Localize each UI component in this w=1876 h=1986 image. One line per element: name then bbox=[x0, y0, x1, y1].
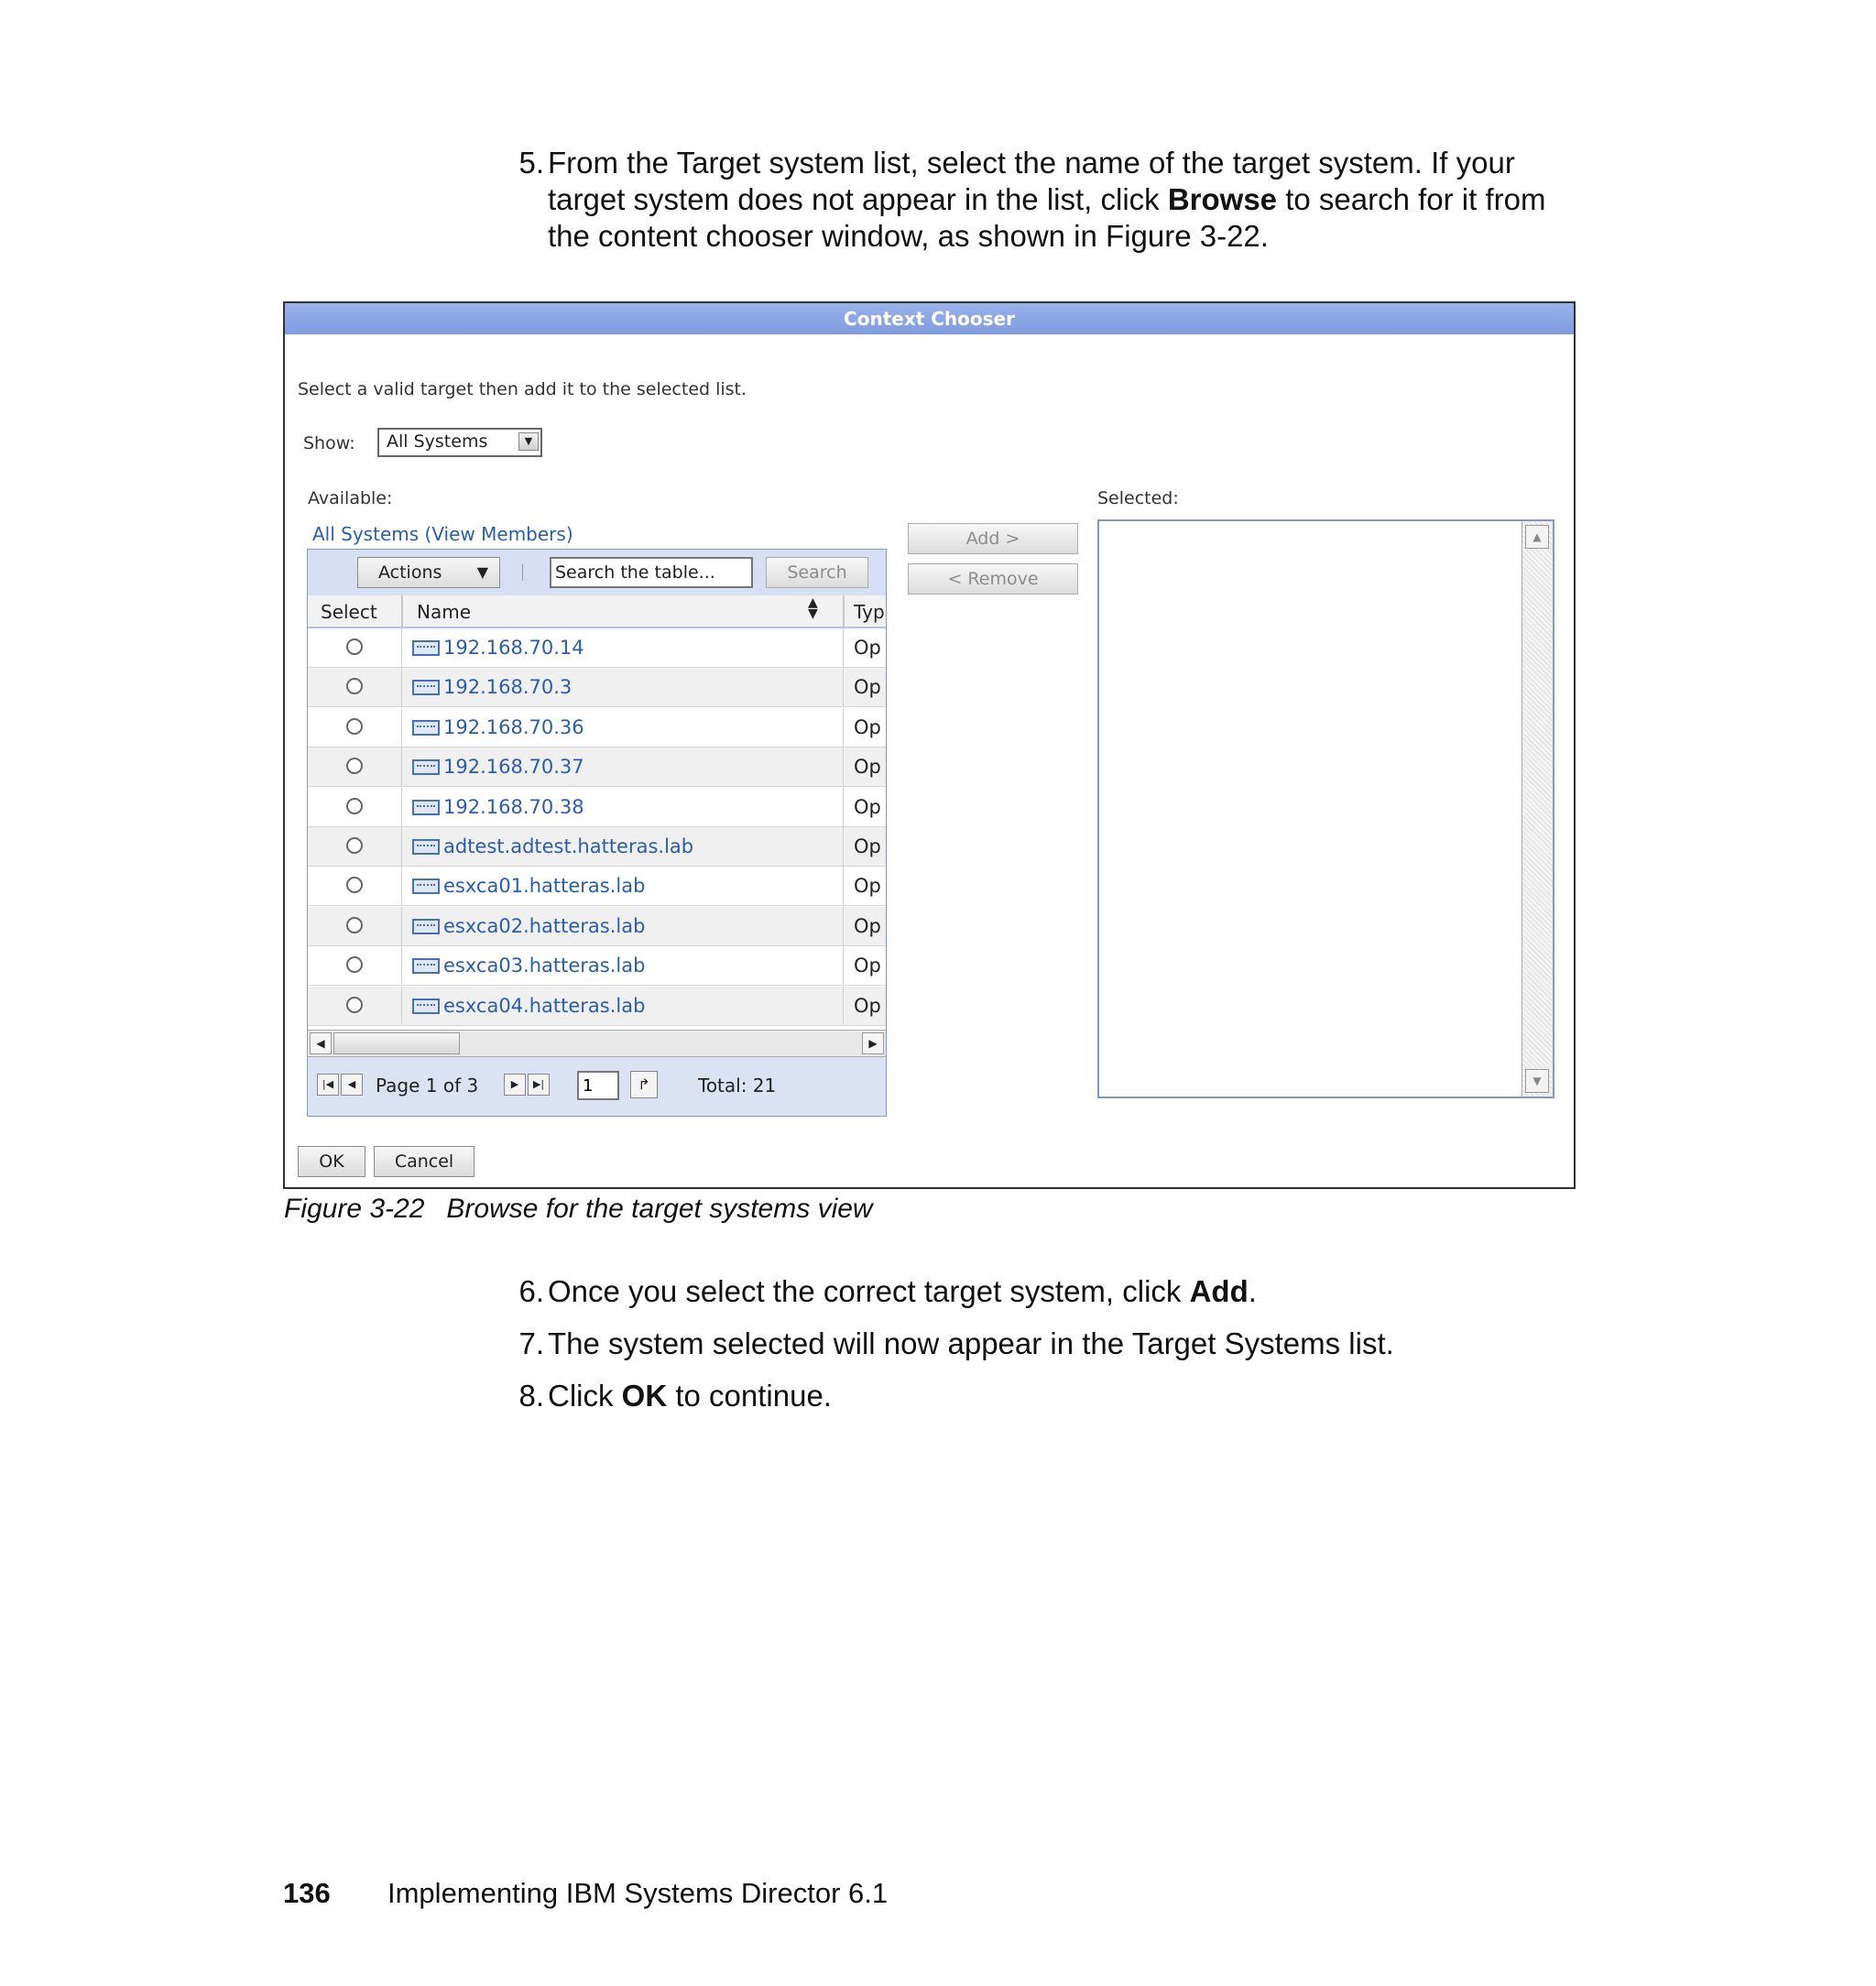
show-select-value: All Systems bbox=[387, 431, 488, 452]
group-link[interactable]: All Systems (View Members) bbox=[312, 523, 573, 545]
row-radio[interactable] bbox=[346, 678, 363, 694]
row-radio[interactable] bbox=[346, 798, 363, 814]
page-number: 136 bbox=[283, 1877, 331, 1909]
instruction-text: Select a valid target then add it to the selected list. bbox=[298, 379, 747, 399]
system-type: Op bbox=[854, 676, 881, 699]
page-input[interactable] bbox=[577, 1071, 619, 1100]
system-type: Op bbox=[854, 994, 881, 1017]
actions-label: Actions bbox=[378, 562, 442, 583]
search-input[interactable] bbox=[550, 557, 753, 588]
system-name-link[interactable]: 192.168.70.3 bbox=[443, 676, 573, 699]
scroll-right-icon[interactable]: ▶ bbox=[862, 1032, 884, 1054]
table-pager bbox=[308, 1057, 886, 1117]
system-icon bbox=[412, 720, 440, 736]
system-name-link[interactable]: esxca01.hatteras.lab bbox=[443, 875, 646, 898]
system-icon bbox=[412, 759, 440, 775]
step-text: The system selected will now appear in the Target Systems list. bbox=[548, 1326, 1394, 1360]
show-label: Show: bbox=[303, 433, 355, 453]
step-number: 5. bbox=[518, 146, 544, 180]
table-row[interactable] bbox=[308, 867, 886, 906]
figure-label: Figure 3-22 bbox=[284, 1194, 425, 1224]
row-radio[interactable] bbox=[346, 956, 363, 973]
cancel-button[interactable]: Cancel bbox=[374, 1146, 474, 1177]
system-icon bbox=[412, 640, 440, 656]
horizontal-scrollbar[interactable] bbox=[308, 1030, 886, 1057]
vertical-scrollbar[interactable] bbox=[1522, 521, 1553, 1097]
toolbar-divider bbox=[522, 564, 523, 581]
system-name-link[interactable]: 192.168.70.36 bbox=[443, 715, 584, 738]
total-count: Total: 21 bbox=[698, 1075, 777, 1097]
selected-list[interactable] bbox=[1097, 519, 1554, 1098]
system-type: Op bbox=[854, 795, 881, 818]
system-type: Op bbox=[854, 955, 881, 977]
system-icon bbox=[412, 800, 440, 815]
column-select[interactable]: Select bbox=[321, 601, 377, 623]
system-icon bbox=[412, 680, 440, 695]
next-page-icon[interactable]: ▶ bbox=[504, 1074, 526, 1096]
context-chooser-dialog bbox=[283, 301, 1576, 1189]
row-radio[interactable] bbox=[346, 997, 363, 1013]
step-text: Once you select the correct target system, click Add. bbox=[548, 1274, 1257, 1308]
system-icon bbox=[412, 839, 440, 855]
table-row[interactable] bbox=[308, 668, 886, 707]
row-radio[interactable] bbox=[346, 917, 363, 933]
dialog-title: Context Chooser bbox=[285, 303, 1574, 334]
ok-button[interactable]: OK bbox=[298, 1146, 365, 1177]
system-icon bbox=[412, 878, 440, 894]
system-type: Op bbox=[854, 914, 881, 937]
first-page-icon[interactable]: |◀ bbox=[317, 1074, 339, 1096]
show-select[interactable] bbox=[377, 428, 542, 457]
step-text: From the Target system list, select the name of the target system. If your target system does not appear in the list, click Browse to search for it from the content chooser window, as shown in Figure 3-22. bbox=[548, 146, 1546, 253]
system-name-link[interactable]: esxca03.hatteras.lab bbox=[443, 955, 646, 977]
chevron-down-icon: ▼ bbox=[476, 563, 488, 581]
system-type: Op bbox=[854, 637, 881, 659]
scroll-up-icon[interactable]: ▲ bbox=[1525, 525, 1549, 549]
system-name-link[interactable]: 192.168.70.38 bbox=[443, 795, 584, 818]
row-radio[interactable] bbox=[346, 638, 363, 655]
table-row[interactable] bbox=[308, 788, 886, 827]
chevron-down-icon: ▼ bbox=[518, 432, 539, 451]
system-name-link[interactable]: 192.168.70.14 bbox=[443, 637, 584, 659]
system-type: Op bbox=[854, 835, 881, 857]
table-header bbox=[308, 595, 886, 628]
scroll-down-icon[interactable]: ▼ bbox=[1525, 1069, 1549, 1093]
table-row[interactable] bbox=[308, 987, 886, 1026]
figure-caption bbox=[284, 1194, 873, 1225]
scroll-thumb[interactable] bbox=[333, 1032, 460, 1054]
prev-page-icon[interactable]: ◀ bbox=[341, 1074, 363, 1096]
system-name-link[interactable]: esxca02.hatteras.lab bbox=[443, 914, 646, 937]
step-number: 8. bbox=[518, 1379, 544, 1413]
selected-label: Selected: bbox=[1097, 488, 1179, 508]
search-button[interactable]: Search bbox=[766, 557, 868, 588]
figure-title: Browse for the target systems view bbox=[446, 1194, 873, 1224]
system-type: Op bbox=[854, 875, 881, 898]
row-radio[interactable] bbox=[346, 758, 363, 774]
table-row[interactable] bbox=[308, 827, 886, 867]
row-radio[interactable] bbox=[346, 877, 363, 893]
step-text: Click OK to continue. bbox=[548, 1379, 832, 1413]
table-row[interactable] bbox=[308, 628, 886, 668]
column-name[interactable]: Name bbox=[417, 601, 472, 623]
book-title: Implementing IBM Systems Director 6.1 bbox=[387, 1877, 889, 1909]
table-toolbar bbox=[308, 550, 886, 596]
column-type[interactable]: Typ bbox=[854, 601, 885, 623]
available-label: Available: bbox=[308, 488, 393, 508]
system-name-link[interactable]: 192.168.70.37 bbox=[443, 756, 584, 779]
row-radio[interactable] bbox=[346, 837, 363, 854]
system-icon bbox=[412, 919, 440, 934]
row-radio[interactable] bbox=[346, 718, 363, 735]
actions-button[interactable] bbox=[357, 557, 500, 588]
system-name-link[interactable]: esxca04.hatteras.lab bbox=[443, 994, 646, 1017]
system-type: Op bbox=[854, 715, 881, 738]
scroll-left-icon[interactable]: ◀ bbox=[310, 1032, 332, 1054]
system-icon bbox=[412, 998, 440, 1014]
page-text: Page 1 of 3 bbox=[376, 1075, 479, 1097]
step-number: 7. bbox=[518, 1326, 544, 1360]
add-button[interactable]: Add > bbox=[908, 523, 1078, 554]
system-icon bbox=[412, 958, 440, 974]
table-row[interactable] bbox=[308, 747, 886, 787]
system-name-link[interactable]: adtest.adtest.hatteras.lab bbox=[443, 835, 694, 857]
step-number: 6. bbox=[518, 1274, 544, 1308]
last-page-icon[interactable]: ▶| bbox=[528, 1074, 550, 1096]
available-table bbox=[307, 549, 887, 1117]
table-row[interactable] bbox=[308, 946, 886, 986]
system-type: Op bbox=[854, 756, 881, 779]
table-row[interactable] bbox=[308, 907, 886, 946]
sort-icon[interactable]: ▲ ▼ bbox=[808, 595, 818, 621]
table-row[interactable] bbox=[308, 708, 886, 747]
remove-button[interactable]: < Remove bbox=[908, 563, 1078, 595]
go-page-icon[interactable]: ↱ bbox=[630, 1071, 658, 1098]
